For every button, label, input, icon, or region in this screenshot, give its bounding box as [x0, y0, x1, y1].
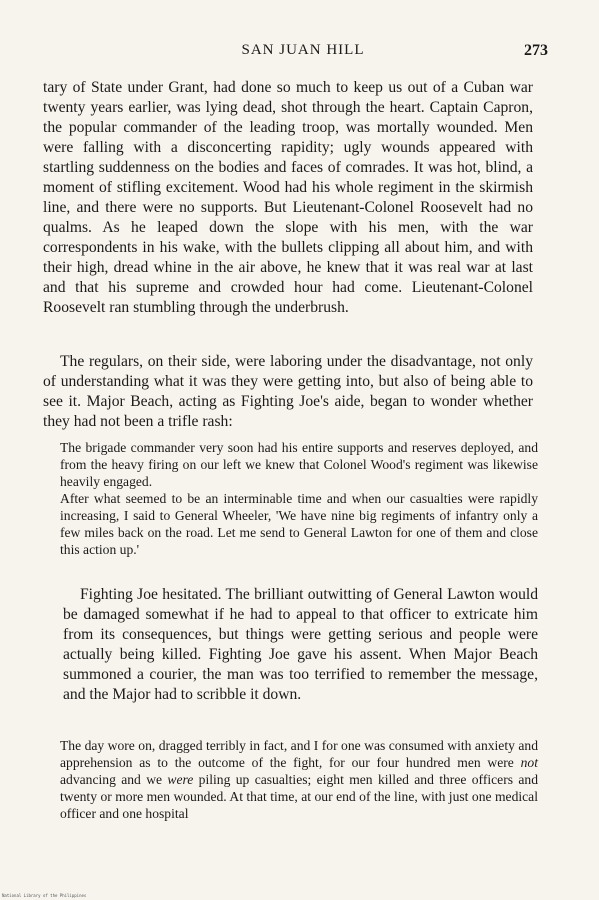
quote-paragraph	[60, 737, 538, 822]
paragraph-block	[43, 352, 533, 432]
page-number: 273	[524, 42, 548, 59]
quote-paragraph: After what seemed to be an interminable time and when our casualties were rapidly increasing, I said to General Wheeler, 'We have nine big regiments of infantry only a few miles back on the road. Let me send to General Lawton for one of them and close this action up.'	[60, 491, 538, 557]
paragraph: The regulars, on their side, were laboring under the disadvantage, not only of understanding what it was they were getting into, but also of being able to see it. Major Beach, acting as Fighting Joe's aide, began to wonder whether they had not been a trifle rash:	[43, 353, 533, 430]
quote-paragraph: The brigade commander very soon had his entire supports and reserves deployed, and from the heavy firing on our left we knew that Colonel Wood's regiment was likewise heavily engaged.	[60, 440, 538, 489]
paragraph: Fighting Joe hesitated. The brilliant outwitting of General Lawton would be damaged somewhat if he had to appeal to that officer to extricate him from its consequences, but things were getting serious and people were actually being killed. Fighting Joe gave his assent. When Major Beach summoned a courier, the man was too terrified to remember the message, and the Major had to scribble it down.	[63, 586, 538, 703]
block-quote	[60, 737, 538, 822]
block-quote	[60, 439, 538, 558]
paragraph-block	[43, 78, 533, 318]
emphasis: were	[167, 772, 194, 787]
quote-text: piling up casualties; eight men killed and three officers and twenty or more men wounded. At that time, at our end of the line, with just one medical officer and one hospital	[60, 772, 538, 821]
page-header	[58, 42, 548, 64]
quote-text: The day wore on, dragged terribly in fact, and I for one was consumed with anxiety and apprehension as to the outcome of the fight, for our four hundred men were	[60, 738, 538, 770]
quote-text: advancing and we	[60, 772, 168, 787]
running-title: SAN JUAN HILL	[241, 42, 365, 58]
paragraph-block	[63, 585, 538, 705]
paragraph: tary of State under Grant, had done so much to keep us out of a Cuban war twenty years earlier, was lying dead, shot through the heart. Captain Capron, the popular commander of the leading troop, was mortally wounded. Men were falling with a disconcerting rapidity; ugly wounds appeared with startling suddenness on the bodies and faces of comrades. It was hot, blind, a moment of stifling excitement. Wood had his whole regiment in the skirmish line, and there were no supports. But Lieutenant-Colonel Roosevelt had no qualms. As he leaped down the slope with his men, with the war correspondents in his wake, with the bullets clipping all about him, and with their high, dread whine in the air above, he knew that it was real war at last and that his supreme and crowded hour had come. Lieutenant-Colonel Roosevelt ran stumbling through the underbrush.	[43, 79, 533, 316]
emphasis: not	[520, 755, 538, 770]
library-watermark: National Library of the Philippines	[2, 893, 87, 898]
